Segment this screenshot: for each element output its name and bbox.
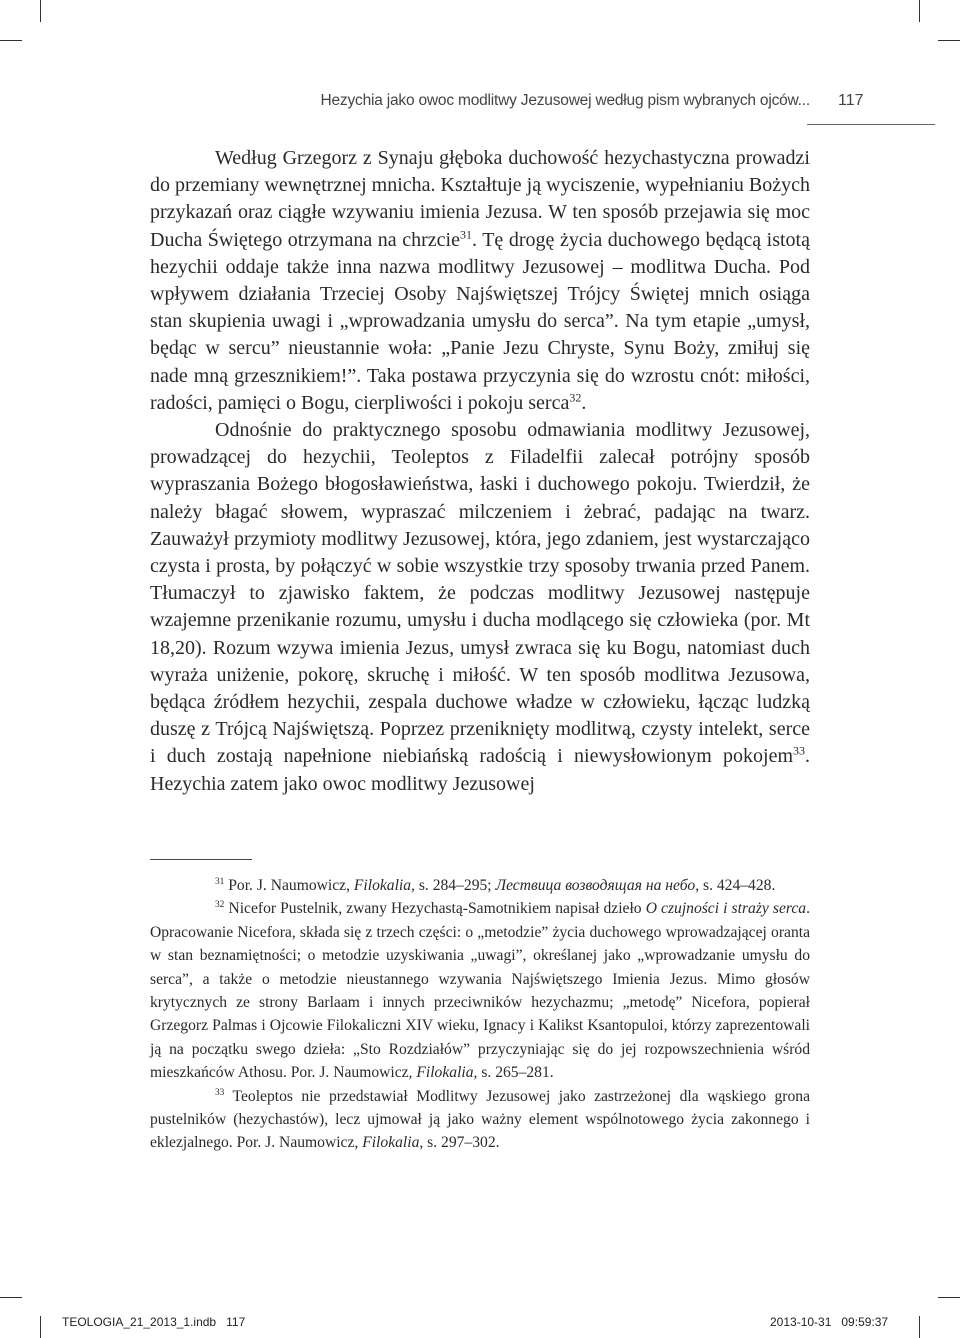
paragraph-1-end: .	[581, 391, 587, 414]
footnote-title: Filokalia	[362, 1134, 420, 1152]
print-slug-file	[62, 1315, 245, 1329]
crop-mark-right-bottom	[938, 1297, 960, 1298]
footnote-title: O czujności i straży serca	[645, 900, 807, 918]
crop-mark-left-top	[0, 40, 22, 41]
paragraph-2-text: Odnośnie do praktycznego sposobu odmawiania modlitwy Jezusowej, prowadzącej do hezychii, Teoleptos z Filadelfii zalecał potrójny sposób wypraszania Bożego błogosławieństwa, łaski i duchowego pokoju. Twierdził, że należy błagać słowem, wypraszać milczeniem i żebrać, padając na twarz. Zauważył przymioty modlitwy Jezusowej, która, jego zdaniem, jest wystarczająco czysta i prosta, by połączyć w sobie wszystkie trzy sposoby trwania przed Panem. Tłumaczył to zjawisko faktem, że podczas modlitwy Jezusowej następuje wzajemne przenikanie rozumu, umysłu i ducha modlącego się człowieka (por. Mt 18,20). Rozum wzywa imienia Jezus, umysł zwraca się ku Bogu, natomiast duch wyraża uniżenie, pokorę, skruchę i miłość. W ten sposób modlitwa Jezusowa, będąca źródłem hezychii, zespala duchowe władze w człowieku, łącząc ludzką duszę z Trójcą Najświętszą. Poprzez przeniknięty modlitwą, czysty intelekt, serce i duch zostają napełnione niebiańską radością i niewysłowionym pokojem	[150, 419, 810, 768]
crop-mark-right-top	[938, 40, 960, 41]
header-rule	[807, 124, 935, 125]
footnote-text: , s. 297–302.	[419, 1134, 500, 1152]
slug-datetime-text: 2013-10-31 09:59:37	[770, 1315, 889, 1329]
footnotes	[150, 874, 810, 1155]
paragraph-1-text-2: . Tę drogę życia duchowego będącą istotą hezychii oddaje także inna nazwa modlitwy Jezusowej – modlitwa Ducha. Pod wpływem działania Trzeciej Osoby Najświętszej Trójcy Świętej mnich osiąga stan skupienia uwagi i „wprowadzania umysłu do serca”. Na tym etapie „umysł, będąc w sercu” nieustannie woła: „Panie Jezu Chryste, Synu Boży, zmiłuj się nade mną grzesznikiem!”. Taka postawa przyczynia się do wzrostu cnót: miłości, radości, pamięci o Bogu, cierpliwości i pokoju serca	[150, 228, 810, 414]
footnote-ref-31[interactable]: 31	[459, 226, 472, 241]
paragraph-1	[150, 145, 810, 417]
crop-mark-top-left	[40, 0, 41, 22]
paragraph-1-text: Według Grzegorz z Synaju głęboka duchowość hezychastyczna prowadzi do przemiany wewnętrznej mnicha. Kształtuje ją wyciszenie, wypełnianiu Bożych przykazań oraz ciągłe wzywaniu imienia Jezusa. W ten sposób przejawia się moc Ducha Świętego otrzymana na chrzcie	[150, 147, 810, 251]
footnote-31	[150, 874, 810, 897]
footnote-text: Nicefor Pustelnik, zwany Hezychastą-Samotnikiem napisał dzieło	[224, 900, 646, 918]
footnote-text: , s. 265–281.	[473, 1064, 554, 1082]
footnote-number: 32	[215, 900, 225, 911]
print-slug-datetime	[770, 1315, 888, 1329]
crop-mark-bottom-left	[40, 1316, 41, 1338]
running-head: Hezychia jako owoc modlitwy Jezusowej według pism wybranych ojców...	[320, 92, 810, 109]
crop-mark-left-bottom	[0, 1297, 22, 1298]
crop-mark-bottom-right	[919, 1316, 920, 1338]
footnote-title: Лествица возводящая на небо	[495, 877, 696, 894]
paragraph-2	[150, 417, 810, 798]
slug-file-text: TEOLOGIA_21_2013_1.indb 117	[62, 1315, 246, 1329]
footnote-number: 33	[215, 1087, 225, 1098]
footnote-33	[150, 1085, 810, 1155]
crop-mark-top-right	[919, 0, 920, 22]
footnote-text: Por. J. Naumowicz,	[224, 877, 354, 894]
main-text	[150, 145, 810, 798]
paragraph-2-end: . Hezychia zatem jako owoc modlitwy Jezusowej	[150, 745, 810, 795]
footnote-text: , s. 284–295;	[411, 877, 496, 894]
footnote-text: , s. 424–428.	[695, 877, 776, 894]
footnote-text: Teoleptos nie przedstawiał Modlitwy Jezusowej jako zastrzeżonej dla wąskiego grona pustelników (hezychastów), lecz ujmował ją jako ważny element wspólnotowego życia zakonnego i eklezjalnego. Por. J. Naumowicz,	[150, 1087, 810, 1152]
footnote-ref-32[interactable]: 32	[569, 390, 582, 405]
footnote-ref-33[interactable]: 33	[793, 743, 805, 758]
footnote-title: Filokalia	[353, 877, 412, 894]
footnote-32	[150, 897, 810, 1084]
footnote-text: . Opracowanie Nicefora, składa się z trzech części: o „metodzie” życia duchowego wprowadzającej oranta w stan beznamiętności; o metodzie uzyskiwania „uwagi”, określanej jako „wprowadzanie umysłu do serca”, a także o metodzie nieustannego wzywania Najświętszego Imienia Jezus. Mimo głosów krytycznych ze strony Barlaam i innych przeciwników hezychazmu; „metodę” Nicefora, popierał Grzegorz Palmas i Ojcowie Filokaliczni XIV wieku, Ignacy i Kalikst Ksantopuloi, którzy zaprezentowali ją na początku swego dzieła: „Sto Rozdziałów” przyczyniając się do jej rozpowszechnienia wśród mieszkańców Athosu. Por. J. Naumowicz,	[150, 900, 810, 1082]
footnote-title: Filokalia	[416, 1064, 474, 1082]
page-number: 117	[838, 92, 864, 109]
footnote-rule	[150, 859, 252, 860]
footnote-number: 31	[215, 876, 225, 887]
